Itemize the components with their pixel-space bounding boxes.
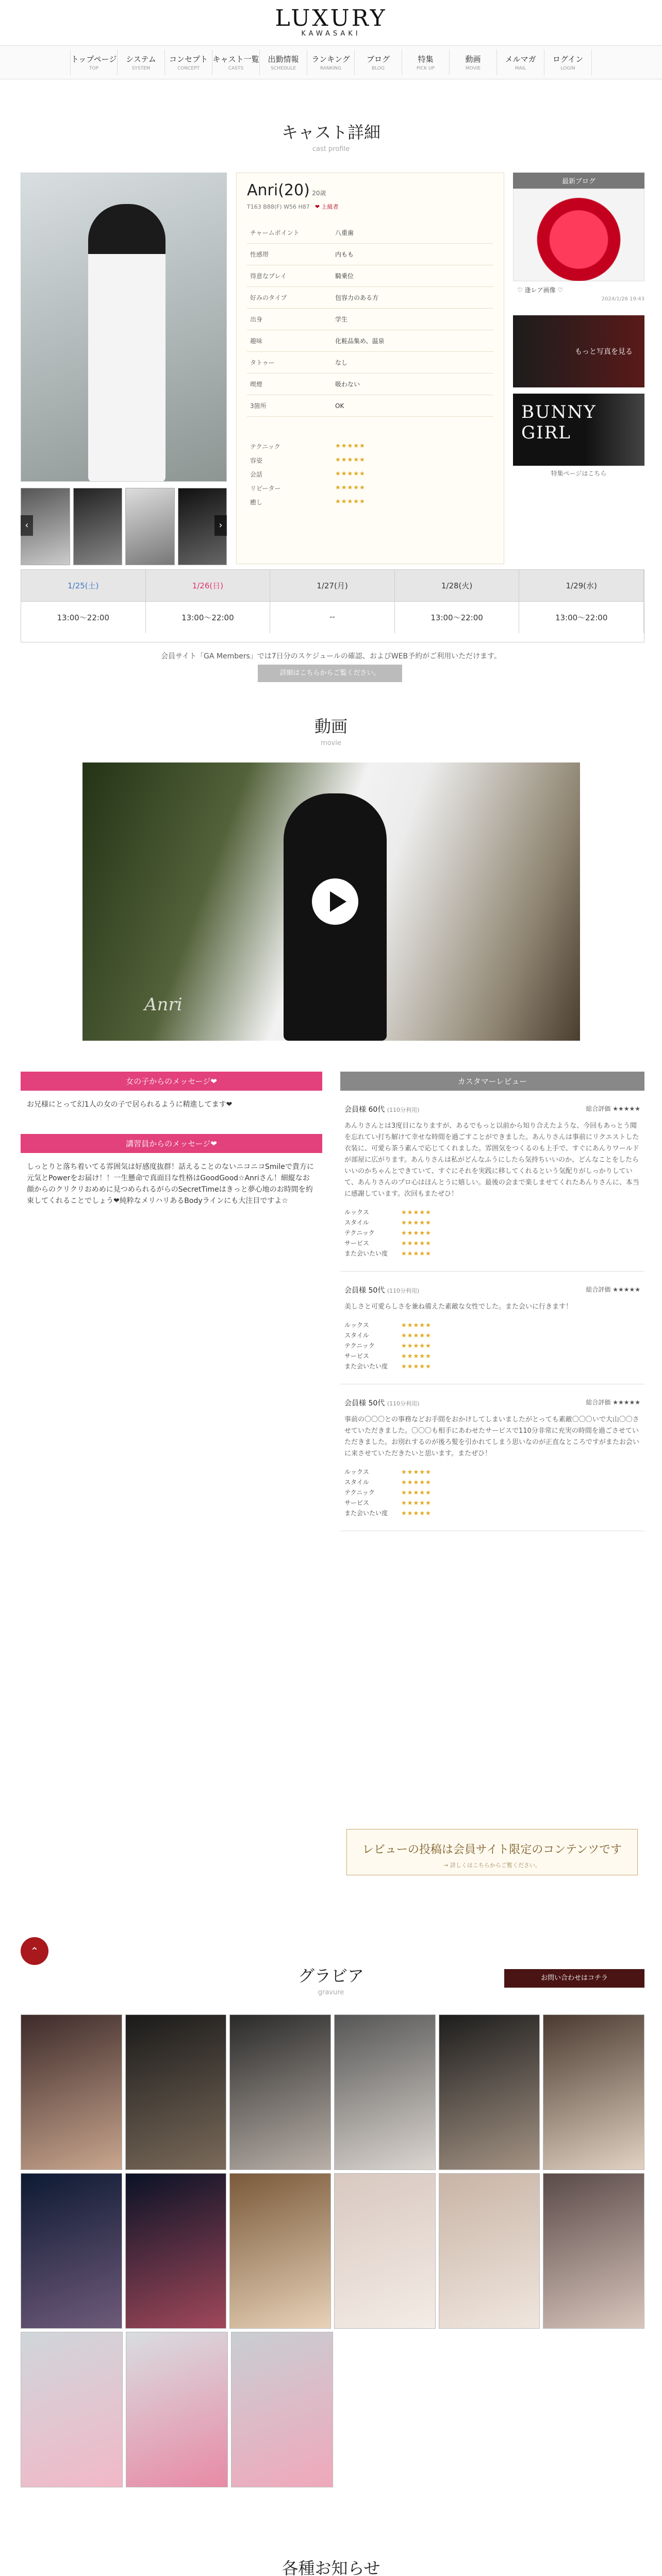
gallery-subtitle: gravure: [318, 1989, 344, 1996]
bunny-girl-banner[interactable]: BUNNY GIRL: [513, 394, 644, 466]
review-item: 会員様 50代 (110分利用) 総合評価 ★★★★★ 事前の〇〇〇との事務などお手間をおかけしてしまいましたがとっても素敵〇〇〇いで大山〇〇させていただきました。〇〇〇も相手にあわせたサービスで110分非常に充実の時間を過ごさせていただきました。お別れするのが後ろ髪を引かれてしまう思いなのが正直なところですがまたお会いに来させていただきたいと思います。またぜひ！ ルックス ★★★★★ スタイル ★★★★★ テクニック ★★★★★ サービス ★★★★★ また会いたい度 ★★★★★: [340, 1398, 644, 1531]
schedule-time: 13:00〜22:00: [395, 601, 520, 633]
gallery-photo[interactable]: [439, 2173, 540, 2329]
table-row: チャームポイント 八重歯: [247, 222, 493, 244]
skill-row: 会話 ★★★★★: [250, 470, 366, 478]
schedule-day: 1/25(土): [21, 570, 146, 601]
thumb-next-arrow[interactable]: ›: [214, 515, 227, 536]
review-overall: 総合評価 ★★★★★: [586, 1105, 640, 1112]
gallery-photo[interactable]: [439, 2014, 540, 2170]
video-signature: Anri: [144, 994, 183, 1015]
schedule-table: [21, 569, 644, 642]
reviews-column: [340, 1072, 644, 1531]
girl-message: お兄様にとって幻1人の女の子で居られるように精進してます❤: [27, 1100, 233, 1109]
cast-photo-figure: [88, 204, 166, 482]
gallery-photo[interactable]: [21, 2332, 123, 2487]
cast-profile: [21, 173, 644, 564]
nav-casts[interactable]: キャスト一覧 CASTS: [212, 49, 260, 75]
review-body: 美しさと可愛らしさを兼ね備えた素敵な女性でした。また会いに行きます！: [344, 1303, 573, 1311]
site-logo-sub: KAWASAKI: [301, 30, 361, 38]
cast-name: Anri(20): [247, 181, 310, 199]
gallery-photo[interactable]: [125, 2014, 227, 2170]
gallery-title: グラビア: [297, 1966, 364, 1986]
table-row: 好みのタイプ 包容力のある方: [247, 287, 493, 309]
cast-level-badge: ❤ 上級者: [315, 204, 339, 210]
staff-message: しっとりと落ち着いてる雰囲気は好感度抜群！話えることのないニコニコSmileで貴方に元気とPowerをお届け！！一生懸命で真面目な性格はGoodGood☆Anriさん！細縦なお顔からのクリクリおめめに見つめられるがらのSecretTimeはきっと夢心地のお時間を約束してくれることでしょう❤純粋なメリハリあるBodyラインにも大注目ですよ☆: [27, 1163, 314, 1205]
chevron-up-icon: ⌃: [30, 1945, 39, 1957]
gallery-photo[interactable]: [21, 2173, 122, 2329]
cast-profile-table: [247, 222, 493, 417]
star-rating: ★★★★★: [335, 456, 366, 463]
blog-date: 2024/1/26 19:43: [601, 296, 644, 302]
schedule-day: 1/27(月): [270, 570, 395, 601]
skill-row: 癒し ★★★★★: [250, 498, 366, 506]
latest-blog: [513, 173, 644, 478]
table-row: 趣味 化粧品集め、温泉: [247, 330, 493, 352]
cast-skill-ratings: [247, 439, 493, 509]
feature-page-link[interactable]: 特集ページはこちら: [551, 470, 607, 477]
nav-blog[interactable]: ブログ BLOG: [355, 49, 402, 75]
schedule-time: 13:00〜22:00: [146, 601, 271, 633]
table-row: 性感帯 内もも: [247, 244, 493, 265]
news-title: 各種お知らせ: [282, 2558, 380, 2576]
news-heading: [0, 2555, 662, 2576]
review-item: 会員様 60代 (110分利用) 総合評価 ★★★★★ あんりさんとは3度目になりますが、あるでもっと以前から知り合えたような、今回もあっとう聞を忘れてい打ち解けて幸せな時間を過ごすことができました。あんりさんは事前にリクエストした衣装に、可愛ら茶う素んで応じてくれました。雰囲気をつくるのも上手で、すぐにあんりワールドが部屋に広がります。あんりさんは私がどんなふうにしたら気持ちいいのか、どんなことをしたらいいのかちゃんとできていて、すぐにそれを実践に移してくれるという気配りがしっかりしていて、あんりさんのプロ心はほんとうに嬉しい。最後の会まで楽しませてくれたあんりさんに、本当に感謝しています。次回もまたぜひ！ ルックス ★★★★★ スタイル ★★★★★ テクニック ★★★★★ サービス ★★★★★ また会いたい度 ★★★★★: [340, 1104, 644, 1272]
reviewer-name: 会員様 60代: [344, 1106, 385, 1114]
gallery-photo[interactable]: [231, 2332, 333, 2487]
video-title: 動画: [314, 717, 347, 736]
global-nav: [0, 45, 662, 79]
profile-title: キャスト詳細: [281, 123, 380, 142]
staff-message-heading: 講習員からのメッセージ❤: [21, 1134, 322, 1153]
schedule-day: 1/29(水): [519, 570, 644, 601]
review-item: 会員様 50代 (110分利用) 総合評価 ★★★★★ 美しさと可愛らしさを兼ね備えた素敵な女性でした。また会いに行きます！ ルックス ★★★★★ スタイル ★★★★★ テクニック ★★★★★ サービス ★★★★★ また会いたい度 ★★★★★: [340, 1285, 644, 1384]
skill-row: リピーター ★★★★★: [250, 484, 366, 492]
gallery-photo[interactable]: [229, 2014, 331, 2170]
cast-thumbnail[interactable]: [73, 488, 123, 565]
table-row: 得意なプレイ 騎乗位: [247, 265, 493, 287]
site-logo[interactable]: LUXURY: [275, 5, 387, 31]
blog-heading: 最新ブログ: [513, 173, 644, 189]
blog-title[interactable]: ♡ 逢レア画像 ♡: [517, 286, 564, 294]
more-photos-banner[interactable]: もっと写真を見る: [513, 315, 644, 387]
table-row: 喫煙 吸わない: [247, 374, 493, 395]
table-row: 出身 学生: [247, 309, 493, 330]
gallery-photo[interactable]: [126, 2332, 228, 2487]
star-rating: ★★★★★: [335, 470, 366, 477]
profile-heading: [0, 120, 662, 153]
schedule-time: 13:00〜22:00: [519, 601, 644, 633]
gallery-photo[interactable]: [334, 2173, 436, 2329]
nav-top[interactable]: トップページ TOP: [70, 49, 118, 75]
nav-schedule[interactable]: 出勤情報 SCHEDULE: [260, 49, 307, 75]
cast-thumbnails: [21, 488, 227, 565]
thumb-prev-arrow[interactable]: ‹: [21, 515, 33, 536]
gallery-photo[interactable]: [21, 2014, 122, 2170]
cast-thumbnail[interactable]: [125, 488, 175, 565]
gravure-gallery: [21, 2014, 644, 2490]
schedule-time: 13:00〜22:00: [21, 601, 146, 633]
star-rating: ★★★★★: [335, 498, 366, 505]
gallery-photo[interactable]: [125, 2173, 227, 2329]
schedule-day: 1/28(火): [395, 570, 520, 601]
reviewer-name: 会員様 50代: [344, 1286, 385, 1295]
back-to-top-button[interactable]: [21, 1937, 48, 1965]
girl-message-heading: 女の子からのメッセージ❤: [21, 1072, 322, 1091]
nav-mail[interactable]: メルマガ MAIL: [497, 49, 544, 75]
gallery-photo[interactable]: [543, 2173, 644, 2329]
video-player[interactable]: [82, 762, 580, 1041]
review-body: 事前の〇〇〇との事務などお手間をおかけしてしまいましたがとっても素敵〇〇〇いで大山〇〇させていただきました。〇〇〇も相手にあわせたサービスで110分非常に充実の時間を過ごさせていただきました。お別れするのが後ろ髪を引かれてしまう思いなのが正直なところですがまたお会いに来させていただきたいと思います。またぜひ！: [344, 1416, 639, 1458]
schedule-time: --: [270, 601, 395, 633]
cast-age-tag: 20歳: [312, 190, 326, 197]
nav-movie[interactable]: 動画 MOVIE: [450, 49, 497, 75]
table-row: 3箇所 OK: [247, 395, 493, 417]
skill-row: テクニック ★★★★★: [250, 442, 366, 450]
video-subtitle: movie: [321, 739, 341, 747]
skill-row: 容姿 ★★★★★: [250, 456, 366, 464]
nav-login[interactable]: ログイン LOGIN: [544, 49, 592, 75]
review-scores: ルックス ★★★★★ スタイル ★★★★★ テクニック ★★★★★ サービス ★★★★★ また会いたい度 ★★★★★: [344, 1468, 432, 1517]
review-scores: ルックス ★★★★★ スタイル ★★★★★ テクニック ★★★★★ サービス ★★★★★ また会いたい度 ★★★★★: [344, 1209, 432, 1257]
schedule-note: 会員サイト「GA Members」では7日分のスケジュールの確認、およびWEB予約がご利用いただけます。: [160, 652, 501, 660]
gallery-photo[interactable]: [334, 2014, 436, 2170]
cast-info-panel: [236, 173, 504, 564]
review-overall: 総合評価 ★★★★★: [586, 1399, 640, 1406]
cast-size: T163 B88(F) W56 H87: [247, 204, 310, 210]
schedule-detail-button[interactable]: 詳細はこちらからご覧ください。: [258, 665, 402, 682]
video-heading: [0, 714, 662, 747]
blog-photo[interactable]: [513, 189, 644, 281]
play-icon[interactable]: [312, 878, 358, 925]
gallery-photo[interactable]: [229, 2173, 331, 2329]
review-overall: 総合評価 ★★★★★: [586, 1286, 640, 1293]
nav-ranking[interactable]: ランキング RANKING: [307, 49, 355, 75]
site-header: [0, 0, 662, 45]
nav-system[interactable]: システム SYSTEM: [118, 49, 165, 75]
nav-concept[interactable]: コンセプト CONCEPT: [165, 49, 212, 75]
reviewer-name: 会員様 50代: [344, 1399, 385, 1408]
table-row: タトゥー なし: [247, 352, 493, 374]
gallery-photo[interactable]: [543, 2014, 644, 2170]
messages-column: [21, 1072, 322, 1215]
profile-subtitle: cast profile: [312, 145, 350, 153]
star-rating: ★★★★★: [335, 442, 366, 449]
star-rating: ★★★★★: [335, 484, 366, 491]
review-body: あんりさんとは3度目になりますが、あるでもっと以前から知り合えたような、今回もあっとう聞を忘れてい打ち解けて幸せな時間を過ごすことができました。あんりさんは事前にリクエストした衣装に、可愛ら茶う素んで応じてくれました。雰囲気をつくるのも上手で、すぐにあんりワールドが部屋に広がります。あんりさんは私がどんなふうにしたら気持ちいいのか、どんなことをしたらいいのかちゃんとできていて、すぐにそれを実践に移してくれるという気配りがしっかりしていて、あんりさんのプロ心はほんとうに嬉しい。最後の会まで楽しませてくれたあんりさんに、本当に感謝しています。次回もまたぜひ！: [344, 1122, 639, 1198]
nav-pickup[interactable]: 特集 PICK UP: [402, 49, 450, 75]
contact-button[interactable]: お問い合わせはコチラ: [504, 1969, 644, 1988]
cast-main-photo[interactable]: [21, 173, 227, 482]
review-scores: ルックス ★★★★★ スタイル ★★★★★ テクニック ★★★★★ サービス ★★★★★ また会いたい度 ★★★★★: [344, 1321, 432, 1370]
reviews-heading: カスタマーレビュー: [340, 1072, 644, 1091]
schedule-day: 1/26(日): [146, 570, 271, 601]
review-members-only-banner[interactable]: レビューの投稿は会員サイト限定のコンテンツです → 詳しくはこちらからご覧ください。: [346, 1829, 638, 1875]
